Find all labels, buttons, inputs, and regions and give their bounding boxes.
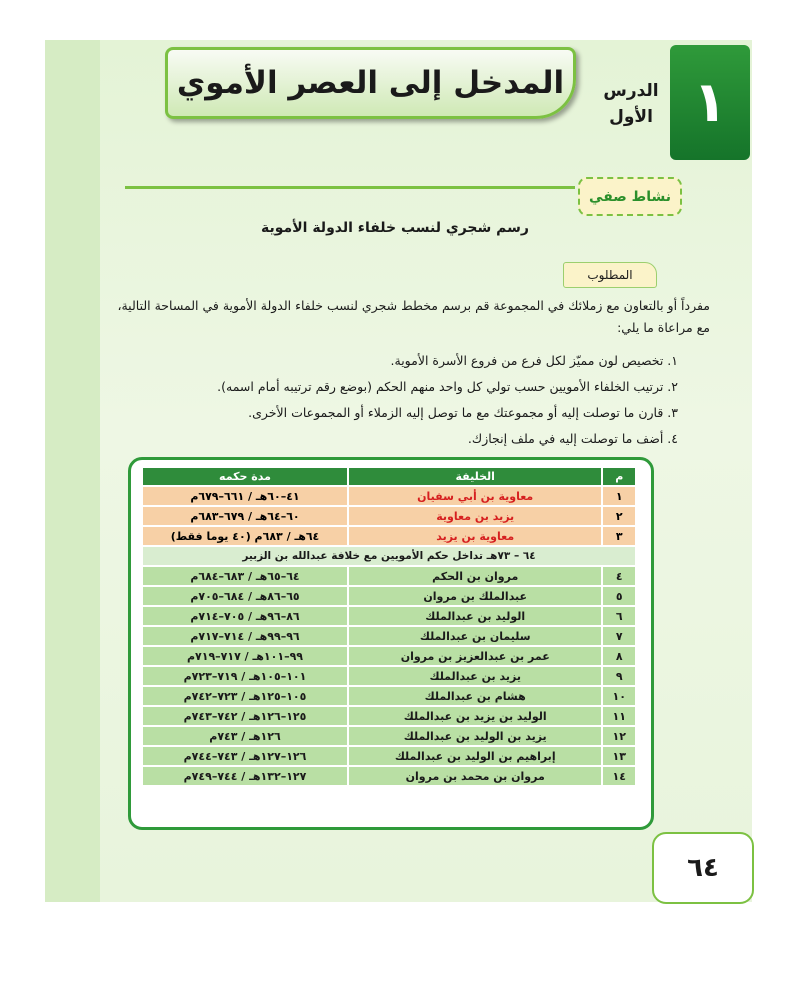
table-row [143, 647, 635, 665]
instruction-item: ٢. ترتيب الخلفاء الأمويين حسب تولي كل واحد منهم الحكم (بوضع رقم ترتيبه أمام اسمه). [217, 379, 678, 394]
cell-name: الوليد بن يزيد بن عبدالملك [349, 707, 601, 725]
header-name: الخليفة [349, 468, 601, 485]
cell-name: سليمان بن عبدالملك [349, 627, 601, 645]
activity-tag: نشاط صفي [578, 177, 682, 216]
cell-name: معاوية بن أبي سفيان [349, 487, 601, 505]
cell-num: ٩ [603, 667, 635, 685]
section-divider [125, 186, 575, 189]
table-row [143, 587, 635, 605]
instruction-item: ٤. أضف ما توصلت إليه في ملف إنجازك. [467, 431, 678, 446]
page-left-band [45, 40, 100, 902]
table-row [143, 507, 635, 525]
cell-name: يزيد بن معاوية [349, 507, 601, 525]
intro-paragraph: مفرداً أو بالتعاون مع زملائك في المجموعة قم برسم مخطط شجري لنسب خلفاء الدولة الأموية في المساحة التالية، مع مراعاة ما يلي: [117, 298, 710, 335]
table-row [143, 667, 635, 685]
cell-period: ٦٤–٦٥هـ / ٦٨٣–٦٨٤م [143, 567, 347, 585]
table-row [143, 727, 635, 745]
cell-period: ٩٦–٩٩هـ / ٧١٤–٧١٧م [143, 627, 347, 645]
header-num: م [603, 468, 635, 485]
cell-name: يزيد بن عبدالملك [349, 667, 601, 685]
table-row [143, 527, 635, 545]
header-period: مدة حكمه [143, 468, 347, 485]
cell-num: ٨ [603, 647, 635, 665]
table-row [143, 747, 635, 765]
cell-period: ٦٥–٨٦هـ / ٦٨٤–٧٠٥م [143, 587, 347, 605]
instruction-item: ١. تخصيص لون مميّز لكل فرع من فروع الأسرة الأموية. [390, 353, 678, 368]
cell-num: ٤ [603, 567, 635, 585]
table-row [143, 707, 635, 725]
lesson-number-badge: ١ [670, 45, 750, 160]
cell-name: مروان بن محمد بن مروان [349, 767, 601, 785]
cell-num: ١١ [603, 707, 635, 725]
cell-num: ١٤ [603, 767, 635, 785]
cell-num: ٦ [603, 607, 635, 625]
table-row [143, 567, 635, 585]
lesson-title: المدخل إلى العصر الأموي [176, 65, 565, 101]
table-row [143, 487, 635, 505]
caliphs-table [141, 466, 637, 787]
cell-period: ٩٩–١٠١هـ / ٧١٧–٧١٩م [143, 647, 347, 665]
cell-name: الوليد بن عبدالملك [349, 607, 601, 625]
cell-period: ١٠٥–١٢٥هـ / ٧٢٣–٧٤٢م [143, 687, 347, 705]
lesson-label: الدرس الأول [603, 81, 659, 127]
table-header-row [143, 468, 635, 485]
table-row [143, 767, 635, 785]
cell-num: ٧ [603, 627, 635, 645]
cell-period: ١٢٥–١٢٦هـ / ٧٤٢–٧٤٣م [143, 707, 347, 725]
cell-num: ١٣ [603, 747, 635, 765]
cell-period: ٦٤هـ / ٦٨٣م (٤٠ يوما فقط) [143, 527, 347, 545]
cell-period: ٦٠–٦٤هـ / ٦٧٩–٦٨٣م [143, 507, 347, 525]
table-note-row [143, 547, 635, 565]
instruction-item: ٣. قارن ما توصلت إليه أو مجموعتك مع ما توصل إليه الزملاء أو المجموعات الأخرى. [248, 405, 678, 420]
cell-num: ٢ [603, 507, 635, 525]
caliphs-table-frame [128, 457, 654, 830]
activity-subtitle: رسم شجري لنسب خلفاء الدولة الأموية [261, 220, 529, 236]
cell-period: ١٠١–١٠٥هـ / ٧١٩–٧٢٣م [143, 667, 347, 685]
cell-num: ١٢ [603, 727, 635, 745]
table-row [143, 627, 635, 645]
cell-num: ١ [603, 487, 635, 505]
cell-period: ١٢٧–١٣٢هـ / ٧٤٤–٧٤٩م [143, 767, 347, 785]
page-number: ٦٤ [652, 832, 754, 904]
cell-name: عمر بن عبدالعزيز بن مروان [349, 647, 601, 665]
cell-name: مروان بن الحكم [349, 567, 601, 585]
cell-name: يزيد بن الوليد بن عبدالملك [349, 727, 601, 745]
table-row [143, 687, 635, 705]
cell-period: ١٢٦هـ / ٧٤٣م [143, 727, 347, 745]
requirement-label: المطلوب [563, 262, 657, 288]
cell-name: هشام بن عبدالملك [349, 687, 601, 705]
table-row [143, 607, 635, 625]
lesson-title-banner [165, 47, 576, 119]
note-cell: ٦٤ – ٧٣هـ تداخل حكم الأمويين مع خلافة عبدالله بن الزبير [143, 547, 635, 565]
cell-name: معاوية بن يزيد [349, 527, 601, 545]
cell-period: ٨٦–٩٦هـ / ٧٠٥–٧١٤م [143, 607, 347, 625]
instruction-list [118, 348, 678, 452]
cell-period: ٤١–٦٠هـ / ٦٦١–٦٧٩م [143, 487, 347, 505]
cell-num: ٥ [603, 587, 635, 605]
cell-name: إبراهيم بن الوليد بن عبدالملك [349, 747, 601, 765]
cell-num: ٣ [603, 527, 635, 545]
cell-period: ١٢٦–١٢٧هـ / ٧٤٣–٧٤٤م [143, 747, 347, 765]
cell-num: ١٠ [603, 687, 635, 705]
cell-name: عبدالملك بن مروان [349, 587, 601, 605]
